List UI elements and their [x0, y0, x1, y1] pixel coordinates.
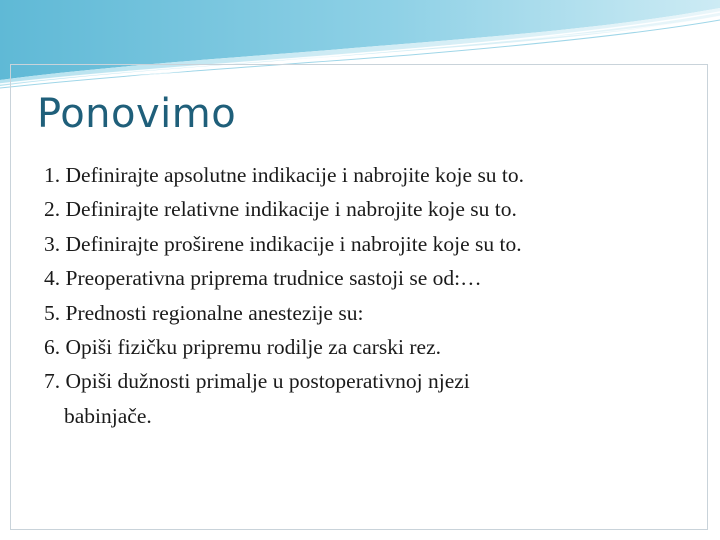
- item-number: 5.: [44, 300, 61, 325]
- item-text: Opiši dužnosti primalje u postoperativnoj njezi: [65, 369, 470, 394]
- list-item: [44, 261, 684, 295]
- list-item: [44, 364, 684, 433]
- list-item: [44, 158, 684, 192]
- item-number: 4.: [44, 266, 61, 291]
- item-number: 2.: [44, 197, 61, 222]
- question-list: [44, 158, 684, 433]
- item-text: Definirajte apsolutne indikacije i nabrojite koje su to.: [65, 163, 525, 187]
- slide-title: Ponovimo: [37, 91, 237, 137]
- list-item: [44, 330, 684, 364]
- list-item: [44, 192, 684, 226]
- item-number: 3.: [44, 231, 61, 256]
- list-item: [44, 296, 684, 330]
- item-text: Opiši fizičku pripremu rodilje za carski rez.: [65, 335, 442, 360]
- item-text: Preoperativna priprema trudnice sastoji se od:…: [65, 266, 482, 291]
- item-text: Definirajte proširene indikacije i nabrojite koje su to.: [65, 231, 522, 256]
- item-text-continuation: babinjače.: [64, 403, 152, 428]
- item-number: 7.: [44, 369, 61, 394]
- item-text: Prednosti regionalne anestezije su:: [65, 300, 364, 325]
- item-number: 6.: [44, 335, 61, 360]
- item-number: 1.: [44, 163, 61, 187]
- item-text: Definirajte relativne indikacije i nabrojite koje su to.: [65, 197, 517, 222]
- list-item: [44, 227, 684, 261]
